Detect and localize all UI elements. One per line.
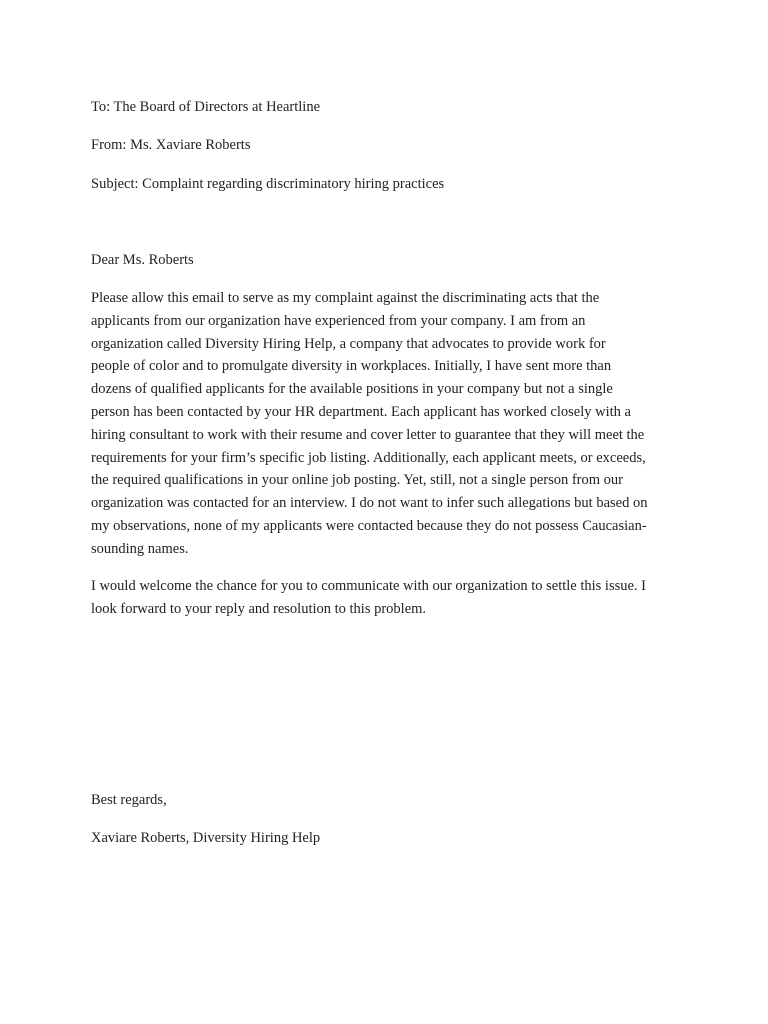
closing: Best regards,	[91, 792, 167, 808]
signature: Xaviare Roberts, Diversity Hiring Help	[91, 830, 321, 846]
memo-from-line: From: Ms. Xaviare Roberts	[91, 137, 251, 153]
paragraph-1-line: my observations, none of my applicants were contacted because they do not possess Caucasian-	[91, 517, 647, 534]
memo-to-line: To: The Board of Directors at Heartline	[91, 99, 321, 115]
paragraph-1-line: requirements for your firm’s specific job listing. Additionally, each applicant meets, or exceeds,	[91, 449, 646, 466]
body-paragraph-2	[91, 575, 646, 621]
paragraph-1-line: organization was contacted for an interview. I do not want to infer such allegations but based on	[91, 495, 648, 512]
paragraph-1-line: the required qualifications in your online job posting. Yet, still, not a single person from our	[91, 472, 623, 489]
paragraph-1-line: dozens of qualified applicants for the available positions in your company but not a single	[91, 381, 613, 398]
paragraph-1-line: people of color and to promulgate diversity in workplaces. Initially, I have sent more than	[91, 358, 612, 375]
paragraph-2-line: I would welcome the chance for you to communicate with our organization to settle this issue. I	[91, 578, 647, 594]
paragraph-2-line: look forward to your reply and resolution to this problem.	[91, 600, 427, 617]
paragraph-1-line: hiring consultant to work with their resume and cover letter to guarantee that they will meet the	[91, 426, 645, 443]
salutation: Dear Ms. Roberts	[91, 252, 194, 268]
memo-subject-line: Subject: Complaint regarding discriminatory hiring practices	[91, 176, 445, 192]
paragraph-1-line: sounding names.	[91, 540, 189, 557]
body-paragraph-1	[91, 287, 647, 561]
paragraph-1-line: person has been contacted by your HR department. Each applicant has worked closely with a	[91, 403, 631, 420]
paragraph-1-line: Please allow this email to serve as my complaint against the discriminating acts that the	[91, 290, 600, 306]
paragraph-1-line: organization called Diversity Hiring Help, a company that advocates to provide work for	[91, 335, 606, 352]
paragraph-1-line: applicants from our organization have experienced from your company. I am from an	[91, 312, 586, 329]
